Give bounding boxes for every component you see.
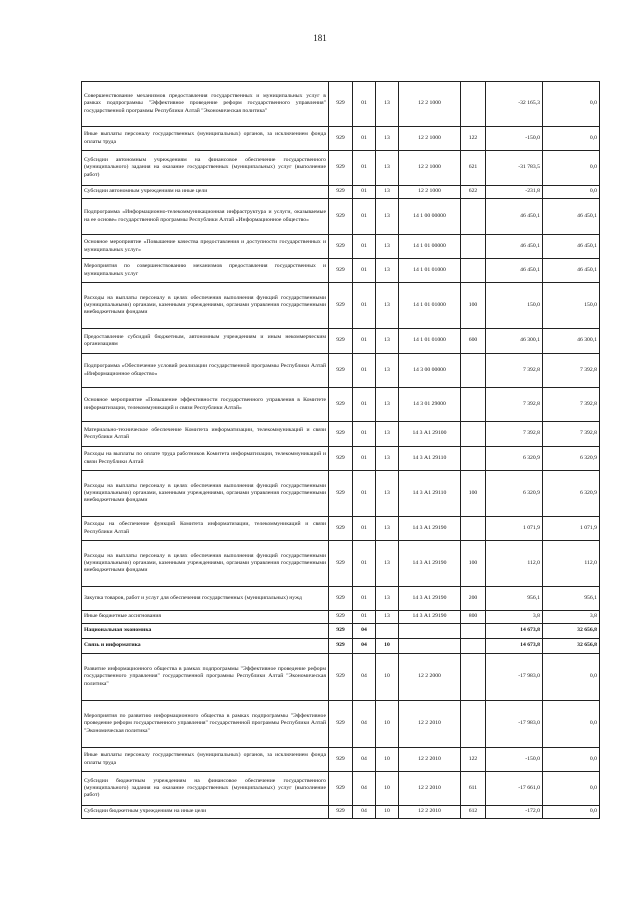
cell-grbs: 929 <box>329 259 353 283</box>
cell-amount-1: -150,0 <box>486 127 543 151</box>
cell-subsection: 13 <box>376 329 399 354</box>
cell-subsection: 13 <box>376 235 399 259</box>
cell-name: Совершенствование механизмов предоставления государственных и муниципальных услуг в рамках подпрограммы "Эффективное проведение реформ государственного управления" государственной программы Республики Алтай "Экономическая политика" <box>82 82 329 127</box>
cell-section: 04 <box>353 654 376 701</box>
cell-amount-2: 0,0 <box>543 151 600 186</box>
cell-grbs: 929 <box>329 447 353 471</box>
cell-name: Субсидии автономным учреждениям на иные цели <box>82 186 329 199</box>
table-row <box>82 259 600 283</box>
cell-name: Иные выплаты персоналу государственных (муниципальных) органов, за исключением фонда оплаты труда <box>82 748 329 772</box>
cell-expense-type: 622 <box>461 186 486 199</box>
cell-amount-2: 0,0 <box>543 748 600 772</box>
cell-grbs: 929 <box>329 283 353 329</box>
cell-amount-1: -231,8 <box>486 186 543 199</box>
cell-grbs: 929 <box>329 127 353 151</box>
cell-amount-1: 3,8 <box>486 611 543 624</box>
cell-grbs: 929 <box>329 611 353 624</box>
cell-grbs: 929 <box>329 587 353 611</box>
cell-section: 01 <box>353 329 376 354</box>
cell-name: Мероприятия по развитию информационного общества в рамках подпрограммы "Эффективное проведение реформ государственного управления" государственной программы Республики Алтай "Экономическая политика" <box>82 701 329 748</box>
cell-amount-2: 32 656,8 <box>543 624 600 639</box>
cell-name: Расходы на выплаты по оплате труда работников Комитета информатизации, телекоммуникаций и связи Республики Алтай <box>82 447 329 471</box>
cell-target-article <box>399 639 461 654</box>
cell-name: Иные выплаты персоналу государственных (муниципальных) органов, за исключением фонда оплаты труда <box>82 127 329 151</box>
cell-amount-2: 956,1 <box>543 587 600 611</box>
cell-amount-2: 0,0 <box>543 701 600 748</box>
cell-grbs: 929 <box>329 639 353 654</box>
cell-name: Развитие информационного общества в рамках подпрограммы "Эффективное проведение реформ государственного управления" государственной программы Республики Алтай "Экономическая политика" <box>82 654 329 701</box>
cell-target-article: 12 2 1000 <box>399 151 461 186</box>
cell-section: 04 <box>353 701 376 748</box>
cell-target-article: 14 3 А1 29190 <box>399 517 461 541</box>
cell-name: Расходы на выплаты персоналу в целях обеспечения выполнения функций государственными (муниципальными) органами, казенными учреждениями, органами управления государственными внебюджетными фондами <box>82 283 329 329</box>
cell-expense-type <box>461 639 486 654</box>
cell-amount-1: 46 450,1 <box>486 235 543 259</box>
cell-subsection: 10 <box>376 639 399 654</box>
table-row <box>82 186 600 199</box>
cell-grbs: 929 <box>329 701 353 748</box>
table-row <box>82 235 600 259</box>
cell-grbs: 929 <box>329 422 353 447</box>
table-row <box>82 654 600 701</box>
cell-section: 01 <box>353 199 376 235</box>
cell-grbs: 929 <box>329 471 353 517</box>
cell-grbs: 929 <box>329 186 353 199</box>
cell-section: 01 <box>353 82 376 127</box>
cell-name: Основное мероприятие «Повышение качества предоставления и доступности государственных и муниципальных услуг» <box>82 235 329 259</box>
cell-expense-type: 611 <box>461 772 486 806</box>
table-row <box>82 587 600 611</box>
cell-name: Национальная экономика <box>82 624 329 639</box>
cell-target-article: 12 2 1000 <box>399 186 461 199</box>
cell-grbs: 929 <box>329 624 353 639</box>
table-row <box>82 639 600 654</box>
cell-expense-type <box>461 517 486 541</box>
cell-amount-2: 0,0 <box>543 654 600 701</box>
table-row <box>82 748 600 772</box>
cell-amount-2: 6 320,9 <box>543 471 600 517</box>
budget-table <box>81 81 600 819</box>
cell-target-article: 12 2 2010 <box>399 748 461 772</box>
cell-amount-1: -172,0 <box>486 806 543 819</box>
cell-name: Расходы на выплаты персоналу в целях обеспечения выполнения функций государственными (муниципальными) органами, казенными учреждениями, органами управления государственными внебюджетными фондами <box>82 471 329 517</box>
cell-amount-1: -31 783,5 <box>486 151 543 186</box>
cell-section: 01 <box>353 517 376 541</box>
cell-amount-1: 6 320,9 <box>486 447 543 471</box>
cell-expense-type: 122 <box>461 127 486 151</box>
cell-section: 01 <box>353 541 376 587</box>
table-row <box>82 422 600 447</box>
cell-subsection: 13 <box>376 259 399 283</box>
cell-amount-2: 1 071,9 <box>543 517 600 541</box>
cell-name: Мероприятия по совершенствованию механизмов предоставления государственных и муниципальных услуг <box>82 259 329 283</box>
cell-name: Расходы на обеспечение функций Комитета информатизации, телекоммуникаций и связи Республики Алтай <box>82 517 329 541</box>
cell-amount-1: 112,0 <box>486 541 543 587</box>
table-row <box>82 471 600 517</box>
table-row <box>82 82 600 127</box>
cell-expense-type: 800 <box>461 611 486 624</box>
cell-amount-1: -17 983,0 <box>486 701 543 748</box>
cell-amount-1: -17 983,0 <box>486 654 543 701</box>
cell-amount-2: 46 450,1 <box>543 199 600 235</box>
cell-amount-2: 3,8 <box>543 611 600 624</box>
cell-expense-type: 100 <box>461 283 486 329</box>
table-row <box>82 624 600 639</box>
cell-expense-type: 122 <box>461 748 486 772</box>
cell-grbs: 929 <box>329 517 353 541</box>
cell-target-article: 14 3 А1 29190 <box>399 611 461 624</box>
cell-amount-2: 46 300,1 <box>543 329 600 354</box>
cell-subsection: 10 <box>376 772 399 806</box>
cell-section: 04 <box>353 748 376 772</box>
cell-amount-2: 7 392,8 <box>543 354 600 388</box>
cell-amount-1: 956,1 <box>486 587 543 611</box>
cell-target-article <box>399 624 461 639</box>
cell-name: Субсидии бюджетным учреждениям на иные цели <box>82 806 329 819</box>
cell-subsection: 13 <box>376 471 399 517</box>
cell-target-article: 12 2 2010 <box>399 806 461 819</box>
cell-section: 01 <box>353 388 376 422</box>
cell-grbs: 929 <box>329 199 353 235</box>
cell-subsection: 10 <box>376 654 399 701</box>
cell-name: Субсидии автономным учреждениям на финансовое обеспечение государственного (муниципального) задания на оказание государственных (муниципальных) услуг (выполнение работ) <box>82 151 329 186</box>
cell-section: 01 <box>353 471 376 517</box>
page-number: 181 <box>313 33 327 43</box>
cell-target-article: 14 3 А1 29190 <box>399 541 461 587</box>
cell-target-article: 14 1 01 01000 <box>399 283 461 329</box>
cell-grbs: 929 <box>329 541 353 587</box>
cell-amount-1: 150,0 <box>486 283 543 329</box>
cell-target-article: 14 3 А1 29100 <box>399 422 461 447</box>
cell-name: Основное мероприятие «Повышение эффективности государственного управления в Комитете информатизации, телекоммуникаций и связи Республики Алтай» <box>82 388 329 422</box>
cell-expense-type: 200 <box>461 587 486 611</box>
cell-section: 01 <box>353 611 376 624</box>
table-row <box>82 447 600 471</box>
cell-expense-type <box>461 199 486 235</box>
cell-amount-1: 14 673,8 <box>486 639 543 654</box>
cell-target-article: 14 1 01 00000 <box>399 235 461 259</box>
cell-amount-1: 46 450,1 <box>486 259 543 283</box>
cell-target-article: 14 3 А1 29110 <box>399 447 461 471</box>
cell-target-article: 14 3 01 29000 <box>399 388 461 422</box>
cell-grbs: 929 <box>329 806 353 819</box>
cell-target-article: 12 2 1000 <box>399 82 461 127</box>
cell-subsection: 13 <box>376 82 399 127</box>
cell-expense-type <box>461 82 486 127</box>
table-row <box>82 388 600 422</box>
cell-expense-type <box>461 259 486 283</box>
cell-section: 04 <box>353 624 376 639</box>
cell-subsection: 13 <box>376 388 399 422</box>
table-row <box>82 329 600 354</box>
table-row <box>82 151 600 186</box>
table-row <box>82 806 600 819</box>
cell-grbs: 929 <box>329 772 353 806</box>
cell-target-article: 12 2 2000 <box>399 654 461 701</box>
cell-subsection: 10 <box>376 701 399 748</box>
cell-amount-2: 0,0 <box>543 806 600 819</box>
cell-subsection: 13 <box>376 283 399 329</box>
cell-subsection: 13 <box>376 587 399 611</box>
cell-name: Материально-техническое обеспечение Комитета информатизации, телекоммуникаций и связи Республики Алтай <box>82 422 329 447</box>
cell-grbs: 929 <box>329 354 353 388</box>
cell-name: Подпрограмма «Информационно-телекоммуникационная инфраструктура и услуги, оказываемые на ее основе» государственной программы Республики Алтай «Информационное общество» <box>82 199 329 235</box>
cell-amount-2: 46 450,1 <box>543 259 600 283</box>
cell-expense-type <box>461 422 486 447</box>
cell-expense-type <box>461 388 486 422</box>
cell-section: 04 <box>353 806 376 819</box>
cell-target-article: 12 2 1000 <box>399 127 461 151</box>
cell-expense-type: 100 <box>461 471 486 517</box>
cell-grbs: 929 <box>329 151 353 186</box>
cell-expense-type <box>461 235 486 259</box>
cell-section: 01 <box>353 151 376 186</box>
table-row <box>82 354 600 388</box>
cell-section: 01 <box>353 587 376 611</box>
cell-subsection: 13 <box>376 354 399 388</box>
cell-name: Связь и информатика <box>82 639 329 654</box>
cell-expense-type <box>461 624 486 639</box>
cell-amount-2: 0,0 <box>543 186 600 199</box>
cell-name: Предоставление субсидий бюджетным, автономным учреждениям и иным некоммерческим организациям <box>82 329 329 354</box>
cell-section: 01 <box>353 422 376 447</box>
table-row <box>82 611 600 624</box>
cell-section: 01 <box>353 354 376 388</box>
cell-subsection: 13 <box>376 151 399 186</box>
cell-grbs: 929 <box>329 654 353 701</box>
cell-amount-2: 0,0 <box>543 127 600 151</box>
table-row <box>82 199 600 235</box>
cell-section: 04 <box>353 639 376 654</box>
cell-name: Подпрограмма «Обеспечение условий реализации государственной программы Республики Алтай «Информационное общество» <box>82 354 329 388</box>
cell-amount-2: 6 320,9 <box>543 447 600 471</box>
cell-subsection: 13 <box>376 199 399 235</box>
table-row <box>82 701 600 748</box>
cell-expense-type <box>461 654 486 701</box>
cell-name: Иные бюджетные ассигнования <box>82 611 329 624</box>
cell-section: 01 <box>353 259 376 283</box>
cell-amount-2: 46 450,1 <box>543 235 600 259</box>
cell-amount-1: -150,0 <box>486 748 543 772</box>
cell-target-article: 14 3 А1 29110 <box>399 471 461 517</box>
cell-amount-1: 7 392,8 <box>486 354 543 388</box>
table-row <box>82 772 600 806</box>
cell-target-article: 12 2 2010 <box>399 772 461 806</box>
cell-grbs: 929 <box>329 82 353 127</box>
cell-section: 01 <box>353 235 376 259</box>
cell-expense-type <box>461 447 486 471</box>
cell-target-article: 14 3 А1 29190 <box>399 587 461 611</box>
cell-amount-1: 46 300,1 <box>486 329 543 354</box>
cell-amount-1: 1 071,9 <box>486 517 543 541</box>
cell-grbs: 929 <box>329 388 353 422</box>
table-row <box>82 541 600 587</box>
cell-amount-2: 0,0 <box>543 772 600 806</box>
cell-section: 01 <box>353 127 376 151</box>
cell-subsection: 13 <box>376 127 399 151</box>
cell-amount-1: 6 320,9 <box>486 471 543 517</box>
cell-subsection: 13 <box>376 186 399 199</box>
cell-amount-2: 7 392,8 <box>543 422 600 447</box>
cell-expense-type: 621 <box>461 151 486 186</box>
cell-target-article: 14 1 01 01000 <box>399 329 461 354</box>
cell-expense-type <box>461 701 486 748</box>
cell-amount-2: 112,0 <box>543 541 600 587</box>
cell-grbs: 929 <box>329 329 353 354</box>
cell-target-article: 14 3 00 00000 <box>399 354 461 388</box>
cell-subsection: 13 <box>376 422 399 447</box>
cell-name: Закупка товаров, работ и услуг для обеспечения государственных (муниципальных) нужд <box>82 587 329 611</box>
cell-section: 01 <box>353 447 376 471</box>
cell-subsection: 13 <box>376 611 399 624</box>
cell-target-article: 12 2 2010 <box>399 701 461 748</box>
cell-subsection: 10 <box>376 748 399 772</box>
cell-grbs: 929 <box>329 748 353 772</box>
cell-amount-1: -17 661,0 <box>486 772 543 806</box>
cell-amount-2: 0,0 <box>543 82 600 127</box>
cell-section: 01 <box>353 186 376 199</box>
cell-amount-2: 150,0 <box>543 283 600 329</box>
cell-expense-type: 612 <box>461 806 486 819</box>
cell-expense-type <box>461 354 486 388</box>
cell-expense-type: 600 <box>461 329 486 354</box>
cell-section: 04 <box>353 772 376 806</box>
cell-target-article: 14 1 01 01000 <box>399 259 461 283</box>
cell-expense-type: 100 <box>461 541 486 587</box>
cell-amount-1: 46 450,1 <box>486 199 543 235</box>
cell-amount-1: 14 673,8 <box>486 624 543 639</box>
cell-amount-1: 7 392,8 <box>486 388 543 422</box>
cell-grbs: 929 <box>329 235 353 259</box>
cell-section: 01 <box>353 283 376 329</box>
cell-target-article: 14 1 00 00000 <box>399 199 461 235</box>
cell-subsection: 13 <box>376 447 399 471</box>
cell-name: Субсидии бюджетным учреждениям на финансовое обеспечение государственного (муниципального) задания на оказание государственных (муниципальных) услуг (выполнение работ) <box>82 772 329 806</box>
cell-subsection: 10 <box>376 806 399 819</box>
table-body <box>82 82 600 819</box>
cell-name: Расходы на выплаты персоналу в целях обеспечения выполнения функций государственными (муниципальными) органами, казенными учреждениями, органами управления государственными внебюджетными фондами <box>82 541 329 587</box>
cell-amount-2: 7 392,8 <box>543 388 600 422</box>
cell-subsection <box>376 624 399 639</box>
table-row <box>82 127 600 151</box>
table-row <box>82 517 600 541</box>
table-row <box>82 283 600 329</box>
cell-subsection: 13 <box>376 541 399 587</box>
cell-subsection: 13 <box>376 517 399 541</box>
cell-amount-1: -32 165,3 <box>486 82 543 127</box>
cell-amount-2: 32 656,8 <box>543 639 600 654</box>
cell-amount-1: 7 392,8 <box>486 422 543 447</box>
